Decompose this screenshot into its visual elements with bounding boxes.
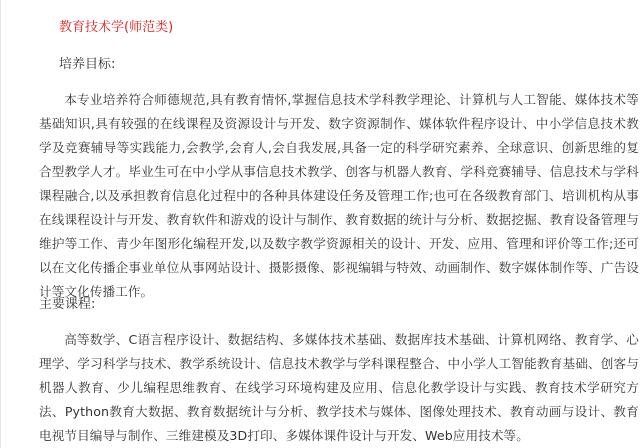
training-goals-label: 培养目标: — [59, 57, 116, 72]
main-courses-label: 主要课程: — [39, 297, 96, 312]
main-courses-paragraph: 高等数学、C语言程序设计、数据结构、多媒体技术基础、数据库技术基础、计算机网络、教育学、心理学、学习科学与技术、教学系统设计、信息技术教学与学科课程整合、中小学人工智能教育基础、创客与机器人教育、少儿编程思维教育、在线学习环境构建及应用、信息化教学设计与实践、教育技术学研究方法、Python教育大数据、教育数据统计与分析、教学技术与媒体、图像处理技术、教育动画与设计、教育电视节目编导与制作、三维建模及3D打印、多媒体课件设计与开发、Web应用技术等。 — [39, 332, 639, 443]
training-goals-paragraph: 本专业培养符合师德规范,具有教育情怀,掌握信息技术学科教学理论、计算机与人工智能、媒体技术等基础知识,具有较强的在线课程及资源设计与开发、数字资源制作、媒体软件程序设计、中小学信息技术教学及竞赛辅导等实践能力,会教学,会育人,会自我发展,具备一定的科学研究素养、全球意识、创新思维的复合型教学人才。毕业生可在中小学从事信息技术教学、创客与机器人教育、学科竞赛辅导、信息技术与学科课程融合,以及承担教育信息化过程中的各种具体建设任务及管理工作;也可在各级教育部门、培训机构从事在线课程设计与开发、教育软件和游戏的设计与制作、教育数据的统计与分析、数据挖掘、教育设备管理与维护等工作、青少年图形化编程开发,以及数字教学资源相关的设计、开发、应用、管理和评价等工作;还可以在文化传播企事业单位从事网站设计、摄影摄像、影视编辑与特效、动画制作、数字媒体制作等、广告设计等文化传播工作。 — [39, 92, 639, 299]
major-title: 教育技术学(师范类) — [59, 20, 174, 35]
